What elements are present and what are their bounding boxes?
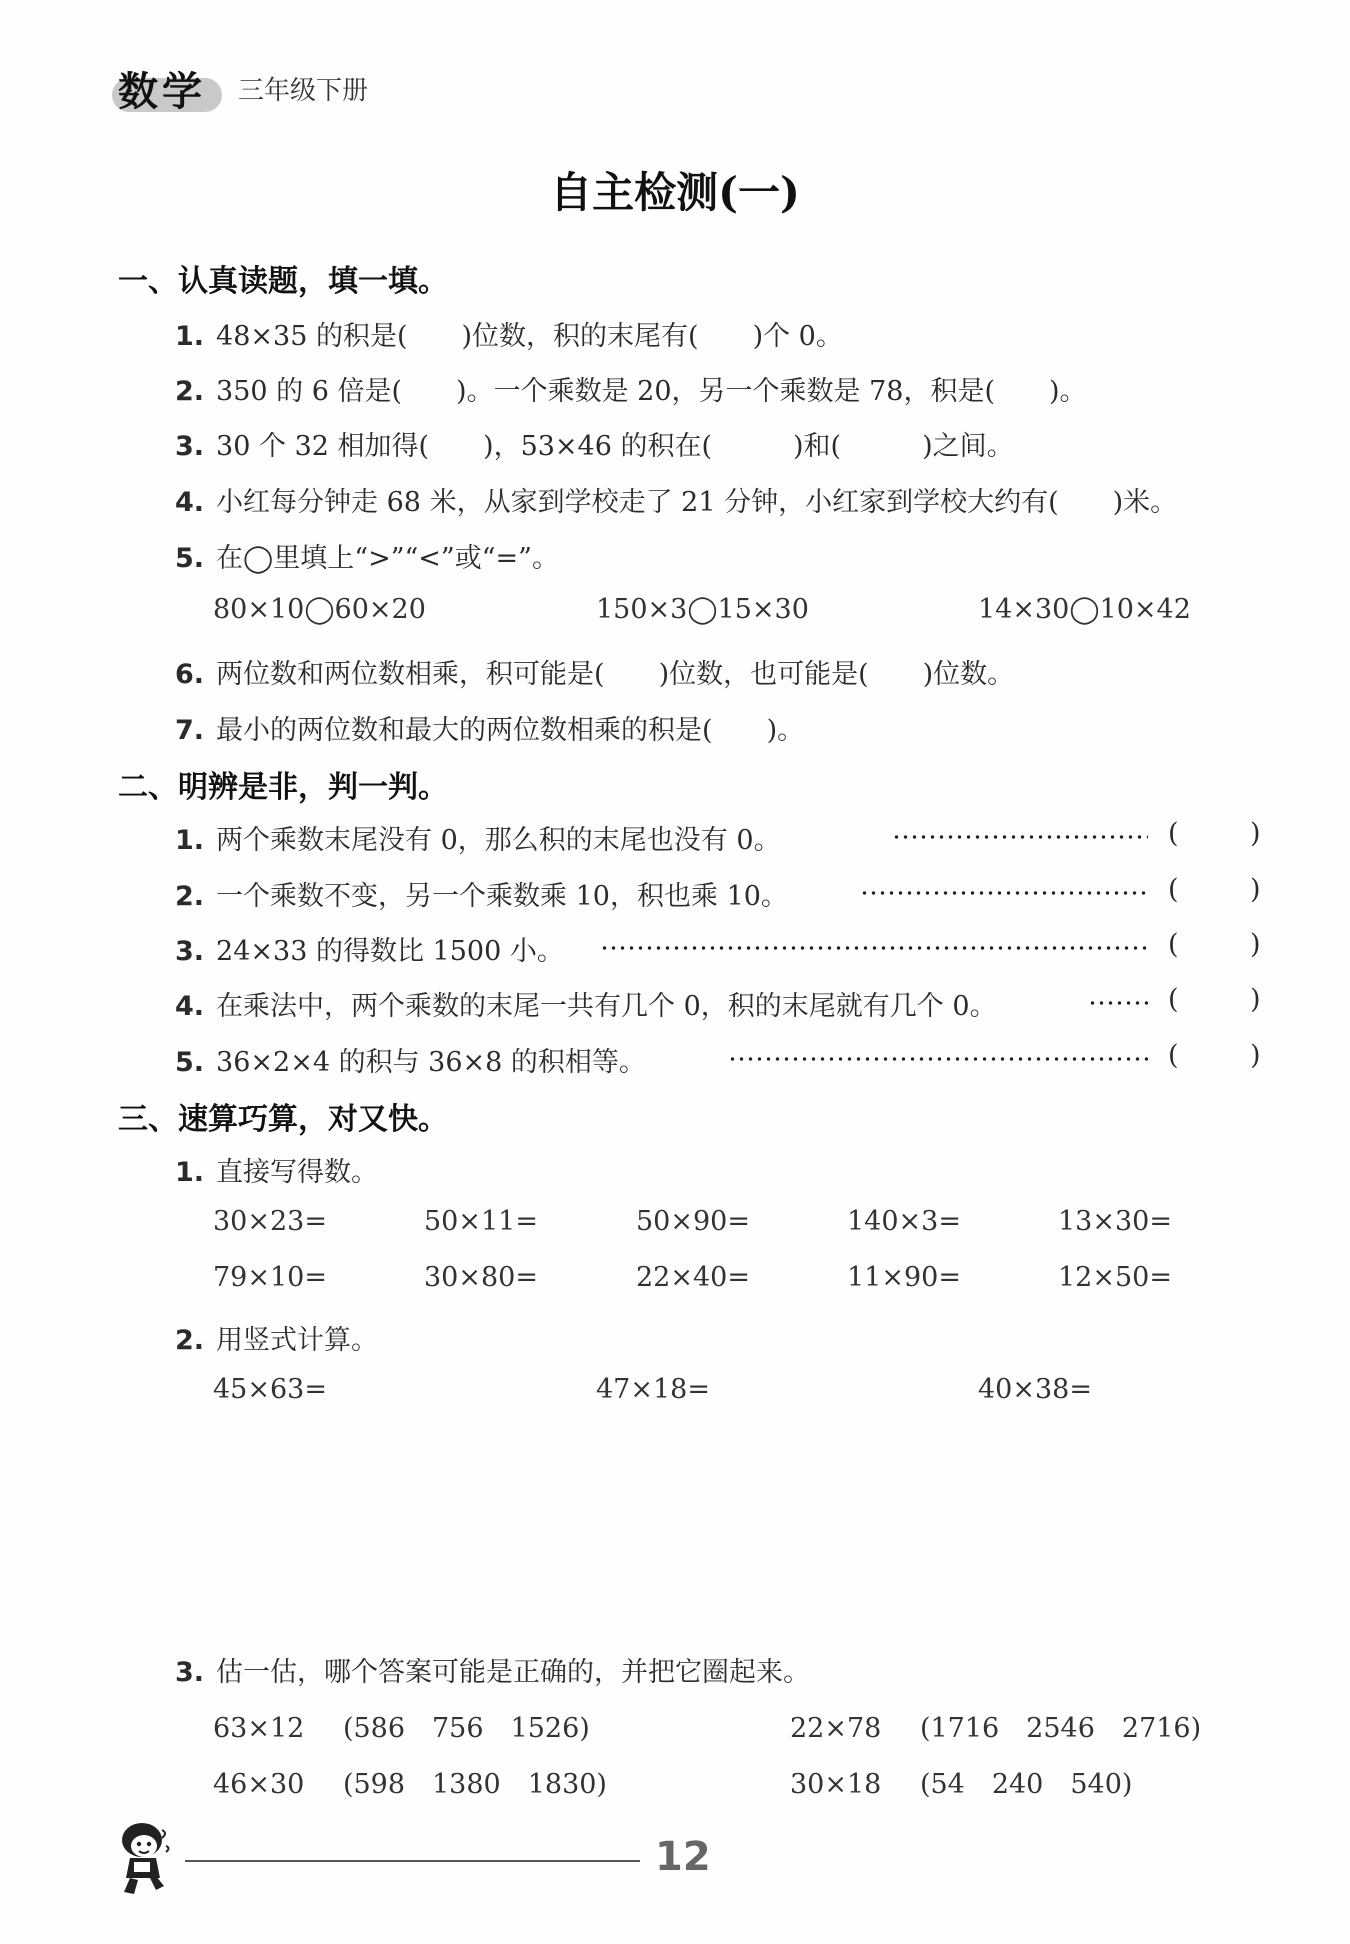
question-text: 在乘法中，两个乘数的末尾一共有几个 0，积的末尾就有几个 0。 <box>216 991 997 1022</box>
section-heading-calc: 三、速算巧算，对又快。 <box>118 1102 448 1137</box>
answer-paren-right: ) <box>1250 984 1261 1015</box>
fill-question-1 <box>175 314 843 353</box>
answer-paren-right: ) <box>1250 1040 1261 1071</box>
question-text: 估一估，哪个答案可能是正确的，并把它圈起来。 <box>216 1657 811 1688</box>
judge-question-5 <box>175 1040 646 1079</box>
question-number: 2. <box>175 376 205 407</box>
answer-paren-left: ( <box>1168 874 1179 905</box>
vertical-calc-item: 40×38= <box>978 1374 1092 1405</box>
compare-item: 80×10◯60×20 <box>213 594 426 625</box>
oral-calc-item: 30×23= <box>213 1206 327 1237</box>
estimate-expression: 46×30 <box>213 1769 305 1800</box>
section-heading-fill: 一、认真读题，填一填。 <box>118 264 448 299</box>
vertical-calc-item: 47×18= <box>596 1374 710 1405</box>
answer-paren-right: ) <box>1250 818 1261 849</box>
estimate-options: (54 240 540) <box>919 1769 1133 1800</box>
judge-question-2 <box>175 874 788 913</box>
question-text: 一个乘数不变，另一个乘数乘 10，积也乘 10。 <box>216 881 788 912</box>
question-number: 2. <box>175 881 205 912</box>
leader-dots <box>860 891 1148 895</box>
answer-paren-left: ( <box>1168 1040 1179 1071</box>
estimate-item <box>790 1706 1201 1745</box>
leader-dots <box>892 835 1148 839</box>
header-grade: 三年级下册 <box>238 76 369 106</box>
leader-dots <box>728 1057 1148 1061</box>
answer-paren-right: ) <box>1250 929 1261 960</box>
question-number: 2. <box>175 1325 205 1356</box>
fill-question-7 <box>175 708 804 747</box>
oral-calc-item: 50×90= <box>636 1206 750 1237</box>
question-text: 两个乘数末尾没有 0，那么积的末尾也没有 0。 <box>216 825 781 856</box>
answer-paren-right: ) <box>1250 874 1261 905</box>
footer-rule <box>185 1860 640 1862</box>
page-title: 自主检测(一) <box>550 168 800 217</box>
fill-question-6 <box>175 652 1014 691</box>
compare-item: 150×3◯15×30 <box>596 594 809 625</box>
question-number: 3. <box>175 936 205 967</box>
question-number: 1. <box>175 321 205 352</box>
page-number: 12 <box>655 1834 711 1880</box>
estimate-expression: 22×78 <box>790 1713 882 1744</box>
leader-dots <box>600 946 1148 950</box>
question-text: 36×2×4 的积与 36×8 的积相等。 <box>216 1047 646 1078</box>
answer-paren-left: ( <box>1168 818 1179 849</box>
question-text: 48×35 的积是( )位数，积的末尾有( )个 0。 <box>216 321 843 352</box>
calc-question-2 <box>175 1318 378 1357</box>
calc-question-1 <box>175 1150 378 1189</box>
question-text: 直接写得数。 <box>216 1157 379 1188</box>
estimate-options: (598 1380 1830) <box>342 1769 607 1800</box>
question-number: 4. <box>175 991 205 1022</box>
estimate-expression: 30×18 <box>790 1769 882 1800</box>
estimate-options: (586 756 1526) <box>342 1713 590 1744</box>
question-text: 24×33 的得数比 1500 小。 <box>216 936 564 967</box>
oral-calc-item: 30×80= <box>424 1262 538 1293</box>
question-text: 两位数和两位数相乘，积可能是( )位数，也可能是( )位数。 <box>216 659 1015 690</box>
estimate-item <box>213 1706 590 1745</box>
leader-dots <box>1088 1001 1148 1005</box>
judge-question-1 <box>175 818 781 857</box>
compare-item: 14×30◯10×42 <box>978 594 1191 625</box>
judge-question-3 <box>175 929 564 968</box>
question-number: 5. <box>175 543 205 574</box>
question-number: 1. <box>175 825 205 856</box>
fill-question-4 <box>175 480 1177 519</box>
question-number: 1. <box>175 1157 205 1188</box>
question-text: 最小的两位数和最大的两位数相乘的积是( )。 <box>216 715 805 746</box>
question-text: 在◯里填上“>”“<”或“=”。 <box>216 543 559 574</box>
fill-question-3 <box>175 424 1014 463</box>
question-number: 4. <box>175 487 205 518</box>
answer-paren-left: ( <box>1168 984 1179 1015</box>
oral-calc-item: 140×3= <box>847 1206 961 1237</box>
question-number: 5. <box>175 1047 205 1078</box>
question-text: 350 的 6 倍是( )。一个乘数是 20，另一个乘数是 78，积是( )。 <box>216 376 1087 407</box>
answer-paren-left: ( <box>1168 929 1179 960</box>
oral-calc-item: 22×40= <box>636 1262 750 1293</box>
vertical-calc-item: 45×63= <box>213 1374 327 1405</box>
question-number: 6. <box>175 659 205 690</box>
cartoon-child-icon <box>112 1818 182 1898</box>
question-text: 用竖式计算。 <box>216 1325 379 1356</box>
fill-question-5 <box>175 536 559 575</box>
estimate-expression: 63×12 <box>213 1713 305 1744</box>
question-number: 7. <box>175 715 205 746</box>
question-number: 3. <box>175 1657 205 1688</box>
question-text: 小红每分钟走 68 米，从家到学校走了 21 分钟，小红家到学校大约有( )米。 <box>216 487 1178 518</box>
oral-calc-item: 13×30= <box>1058 1206 1172 1237</box>
estimate-options: (1716 2546 2716) <box>919 1713 1202 1744</box>
estimate-item <box>213 1762 607 1801</box>
oral-calc-item: 11×90= <box>847 1262 961 1293</box>
oral-calc-item: 79×10= <box>213 1262 327 1293</box>
estimate-item <box>790 1762 1132 1801</box>
oral-calc-item: 12×50= <box>1058 1262 1172 1293</box>
oral-calc-item: 50×11= <box>424 1206 538 1237</box>
fill-question-2 <box>175 369 1087 408</box>
judge-question-4 <box>175 984 997 1023</box>
question-number: 3. <box>175 431 205 462</box>
calc-question-3 <box>175 1650 810 1689</box>
question-text: 30 个 32 相加得( )，53×46 的积在( )和( )之间。 <box>216 431 1014 462</box>
section-heading-judge: 二、明辨是非，判一判。 <box>118 770 448 805</box>
header-subject: 数学 <box>118 69 206 115</box>
